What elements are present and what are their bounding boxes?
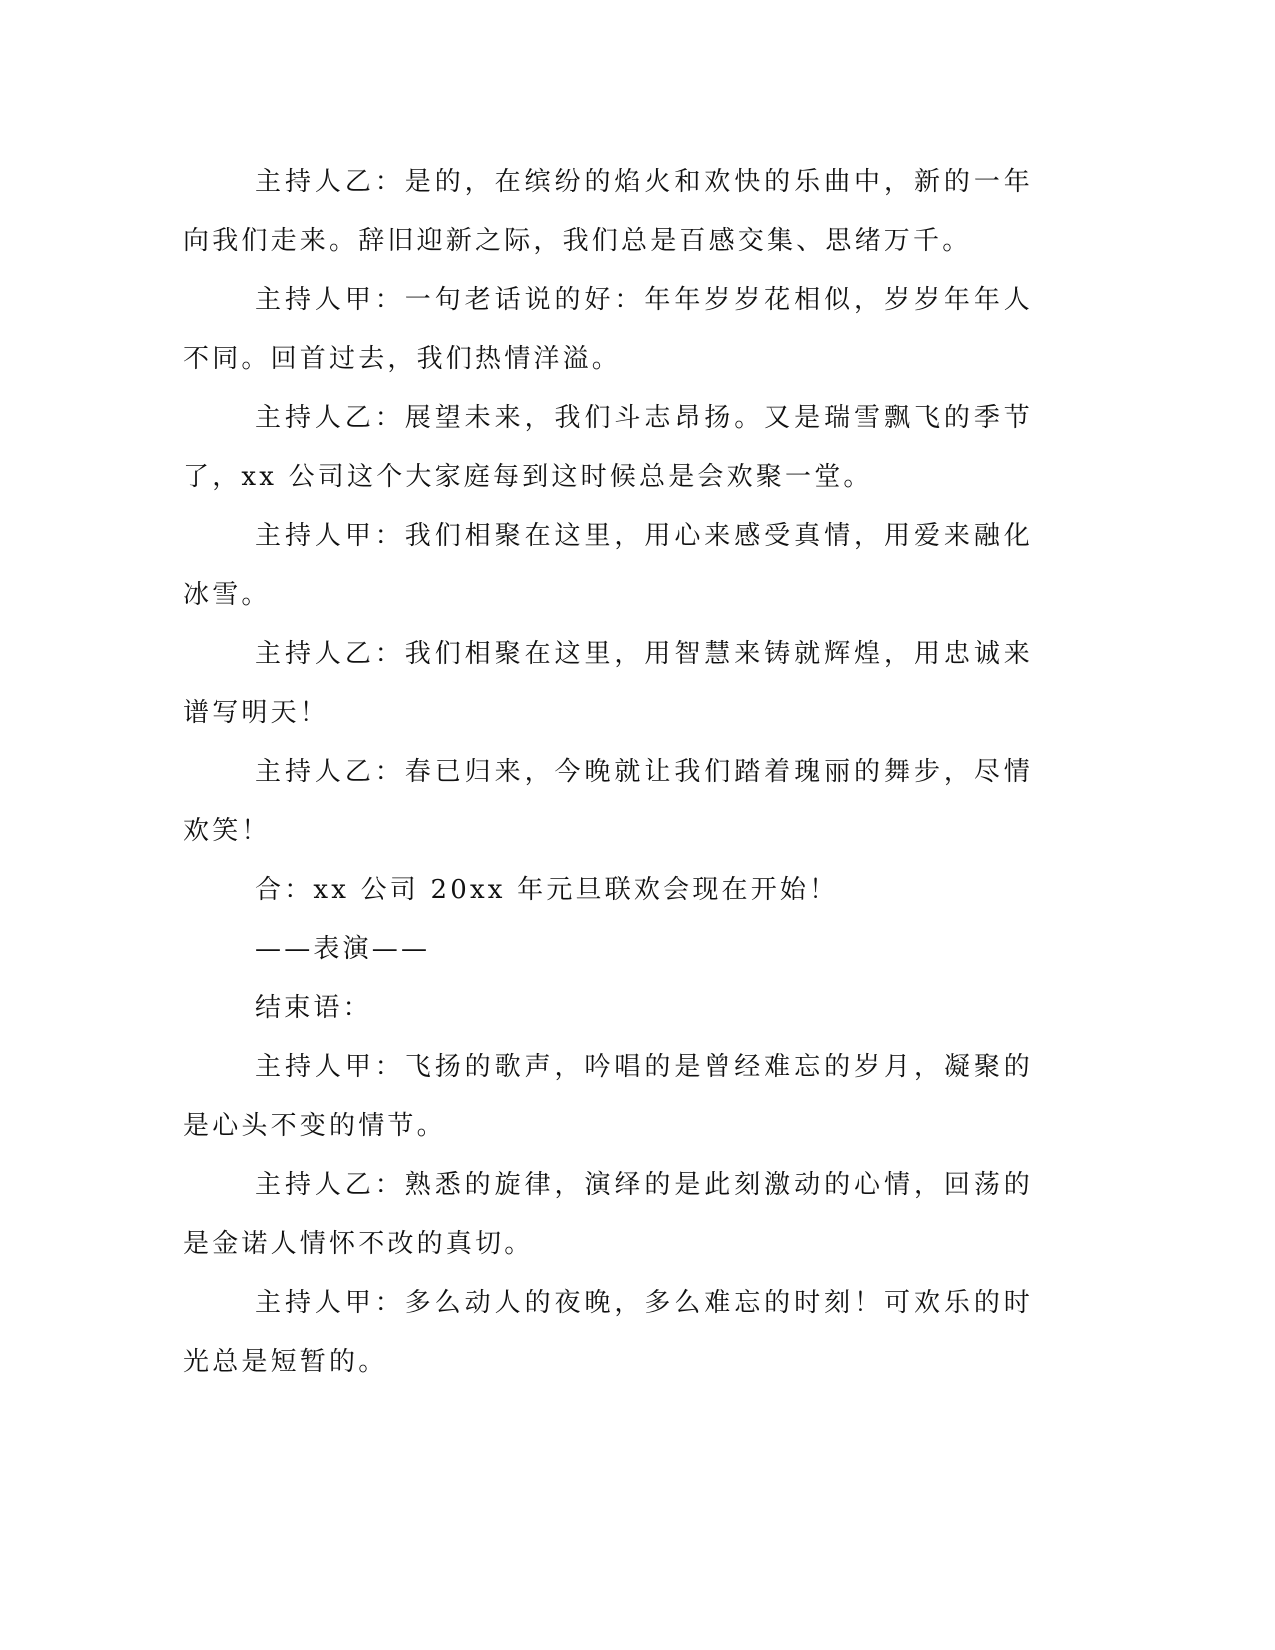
paragraph-host-b-spring: 主持人乙：春已归来，今晚就让我们踏着瑰丽的舞步，尽情欢笑！	[183, 757, 1033, 846]
paragraph-host-b-opening: 主持人乙：是的，在缤纷的焰火和欢快的乐曲中，新的一年向我们走来。辞旧迎新之际，我们总是百感交集、思绪万千。	[183, 167, 1033, 256]
paragraph-host-b-melody: 主持人乙：熟悉的旋律，演绎的是此刻激动的心情，回荡的是金诺人情怀不改的真切。	[183, 1170, 1033, 1259]
paragraph-performance-divider: ——表演——	[255, 934, 431, 964]
paragraph-host-a-gather: 主持人甲：我们相聚在这里，用心来感受真情，用爱来融化冰雪。	[183, 521, 1033, 610]
paragraph-host-b-future: 主持人乙：展望未来，我们斗志昂扬。又是瑞雪飘飞的季节了，xx 公司这个大家庭每到这时候总是会欢聚一堂。	[183, 403, 1033, 492]
paragraph-host-a-night: 主持人甲：多么动人的夜晚，多么难忘的时刻！可欢乐的时光总是短暂的。	[183, 1288, 1033, 1377]
paragraph-together-start: 合：xx 公司 20xx 年元旦联欢会现在开始！	[255, 875, 839, 905]
document-body	[183, 153, 1033, 1392]
paragraph-host-a-saying: 主持人甲：一句老话说的好：年年岁岁花相似，岁岁年年人不同。回首过去，我们热情洋溢。	[183, 285, 1033, 374]
paragraph-host-a-song: 主持人甲：飞扬的歌声，吟唱的是曾经难忘的岁月，凝聚的是心头不变的情节。	[183, 1052, 1033, 1141]
paragraph-closing-heading: 结束语：	[255, 993, 372, 1023]
paragraph-host-b-wisdom: 主持人乙：我们相聚在这里，用智慧来铸就辉煌，用忠诚来谱写明天！	[183, 639, 1033, 728]
